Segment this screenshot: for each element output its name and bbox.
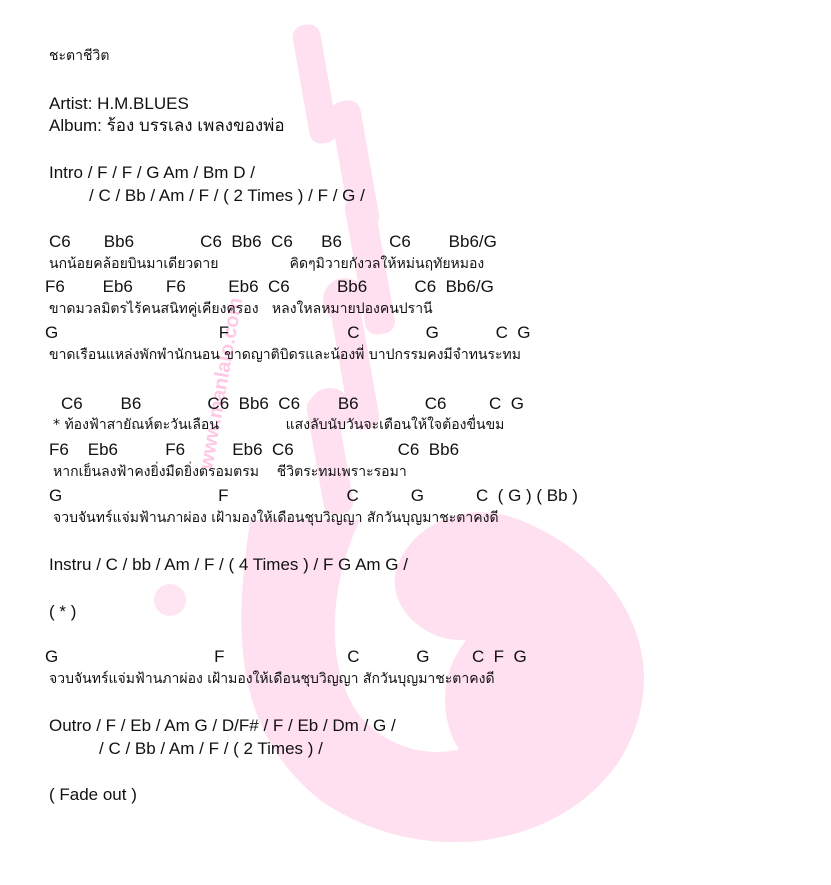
artist-line: Artist: H.M.BLUES [49,94,189,113]
chord-line: G F C G C F G [45,647,527,666]
fade-out-line: ( Fade out ) [49,785,137,804]
chord-line: F6 Eb6 F6 Eb6 C6 Bb6 C6 Bb6/G [45,277,494,296]
chord-line: C6 Bb6 C6 Bb6 C6 B6 C6 Bb6/G [49,232,497,251]
lyric-line: จวบจันทร์แจ่มฟ้านภาผ่อง เฝ้ามองให้เดือนชุบวิญญา สักวันบุญมาชะตาคงดี [53,510,499,526]
outro-line-1: Outro / F / Eb / Am G / D/F# / F / Eb / Dm / G / [49,716,396,735]
intro-line-2: / C / Bb / Am / F / ( 2 Times ) / F / G / [89,186,365,205]
album-line: Album: ร้อง บรรเลง เพลงของพ่อ [49,116,285,135]
lyric-line: ขาดมวลมิตรไร้คนสนิทคู่เคียงครอง หลงใหลหมายปองคนปรานี [49,301,433,317]
repeat-marker: ( * ) [49,602,77,621]
lyric-line: จวบจันทร์แจ่มฟ้านภาผ่อง เฝ้ามองให้เดือนชุบวิญญา สักวันบุญมาชะตาคงดี [49,671,495,687]
outro-line-2: / C / Bb / Am / F / ( 2 Times ) / [99,739,323,758]
chord-line: F6 Eb6 F6 Eb6 C6 C6 Bb6 [49,440,460,459]
lyric-line: นกน้อยคล้อยบินมาเดียวดาย คิดๆมิวายกังวลให้หม่นฤทัยหมอง [49,256,485,272]
chord-line: G F C G C ( G ) ( Bb ) [49,486,578,505]
intro-line-1: Intro / F / F / G Am / Bm D / [49,163,255,182]
song-title: ชะตาชีวิต [49,48,110,64]
chord-line: G F C G C G [45,323,531,342]
lyric-line: ขาดเรือนแหล่งพักพำนักนอน ขาดญาติบิดรและน้องพี่ บาปกรรมคงมีจำทนระทม [49,347,522,363]
lyric-line: หากเย็นลงฟ้าคงยิ่งมืดยิ่งตรอมตรม ชีวิตระทมเพราะรอมา [53,464,407,480]
watermark-text: www.manlalo.com [195,295,248,471]
lyric-line: * ท้องฟ้าสายัณห์ตะวันเลือน แสงลับนับวันจะเตือนให้ใจต้องขื่นขม [53,417,505,433]
chord-line: C6 B6 C6 Bb6 C6 B6 C6 C G [61,394,524,413]
instru-line: Instru / C / bb / Am / F / ( 4 Times ) / F G Am G / [49,555,408,574]
